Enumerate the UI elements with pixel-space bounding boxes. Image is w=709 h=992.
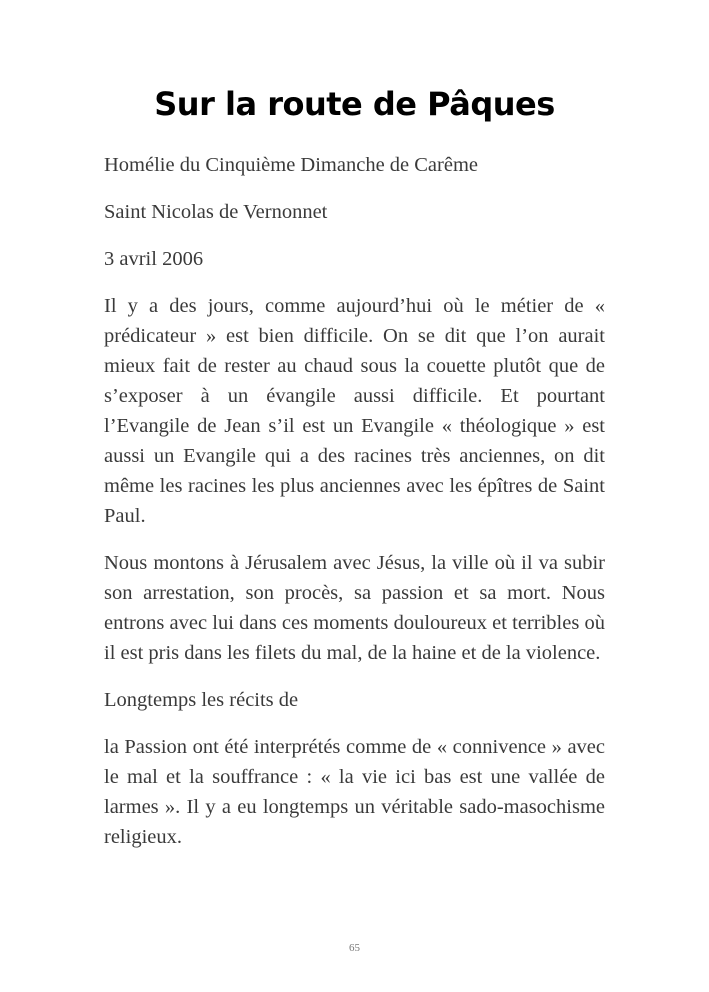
document-body [104, 150, 605, 869]
paragraph-2: Nous montons à Jérusalem avec Jésus, la ville où il va subir son arrestation, son procès, sa passion et sa mort. Nous entrons avec lui dans ces moments douloureux et terribles où il est pris dans les filets du mal, de la haine et de la violence. [104, 552, 605, 664]
paragraph-1: Il y a des jours, comme aujourd’hui où le métier de « prédicateur » est bien difficile. On se dit que l’on aurait mieux fait de rester au chaud sous la couette plutôt que de s’exposer à un évangile aussi difficile. Et pourtant l’Evangile de Jean s’il est un Evangile « théologique » est aussi un Evangile qui a des racines très anciennes, on dit même les racines les plus anciennes avec les épîtres de Saint Paul. [104, 295, 605, 527]
homily-date: 3 avril 2006 [104, 248, 204, 270]
page-title: Sur la route de Pâques [154, 85, 555, 123]
homily-location: Saint Nicolas de Vernonnet [104, 201, 328, 223]
homily-subtitle: Homélie du Cinquième Dimanche de Carême [104, 154, 479, 176]
page-number: 65 [349, 942, 360, 954]
paragraph-3: Longtemps les récits de [104, 689, 299, 711]
paragraph-4: la Passion ont été interprétés comme de « connivence » avec le mal et la souffrance : « la vie ici bas est une vallée de larmes ». Il y a eu longtemps un véritable sado-masochisme religieux. [104, 736, 605, 848]
